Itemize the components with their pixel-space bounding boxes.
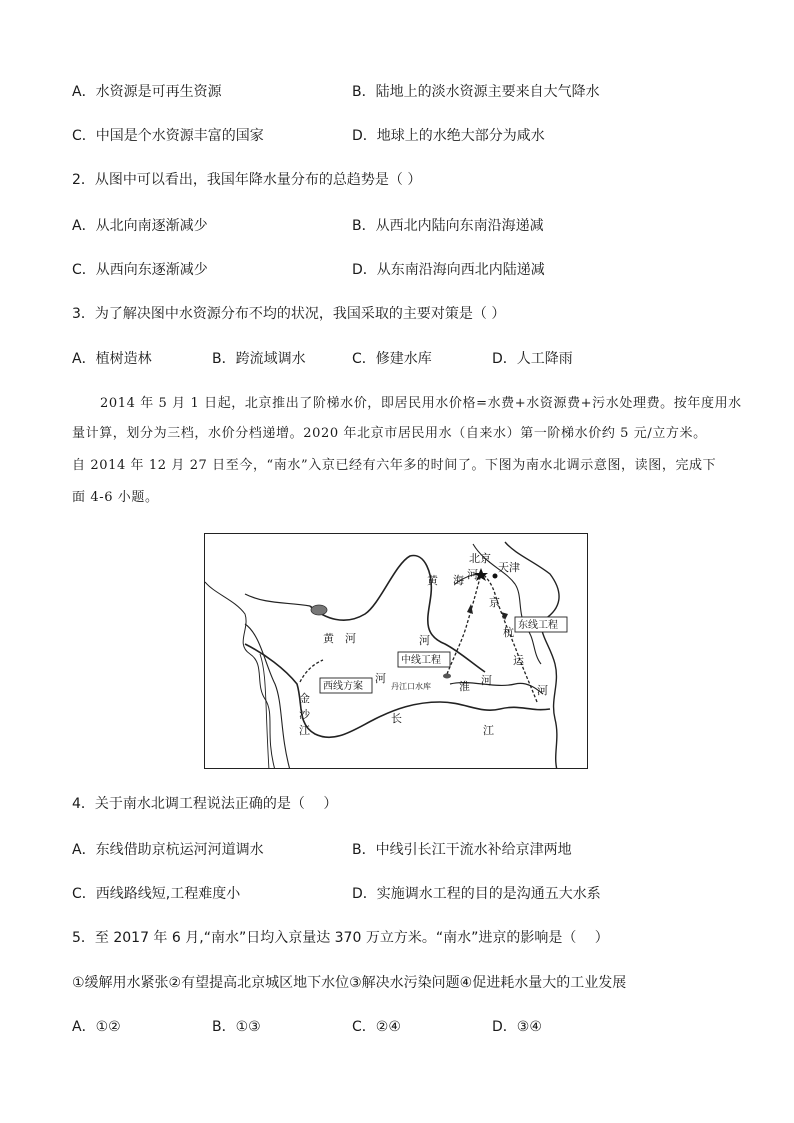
- q5-statements: ①缓解用水紧张②有望提高北京城区地下水位③解决水污染问题④促进耗水量大的工业发展: [72, 975, 627, 991]
- label-jiang: 江: [483, 724, 494, 737]
- label-hai-he: 河: [467, 568, 478, 581]
- q2-option-c: C．从西向东逐渐减少: [72, 262, 208, 278]
- label-west-line: 西线方案: [323, 681, 363, 692]
- q3-option-d: D．人工降雨: [492, 351, 573, 367]
- q2-option-a: A．从北向南逐渐减少: [72, 218, 208, 234]
- q5-stem: 5．至 2017 年 6 月,“南水”日均入京量达 370 万立方米。“南水”进京的影响是（ ）: [72, 930, 609, 946]
- label-tianjin: 天津: [498, 561, 520, 574]
- q1-option-b: B．陆地上的淡水资源主要来自大气降水: [352, 84, 600, 100]
- q3-option-c: C．修建水库: [352, 351, 432, 367]
- q2-option-b: B．从西北内陆向东南沿海递减: [352, 218, 544, 234]
- label-hai: 海: [453, 574, 464, 587]
- south-north-water-diversion-map: [204, 533, 588, 769]
- q4-option-b: B．中线引长江干流水补给京津两地: [352, 842, 572, 858]
- label-chang: 长: [391, 712, 402, 725]
- passage-line-3: 自 2014 年 12 月 27 日至今，“南水”入京已经有六年多的时间了。下图为南水北调示意图，读图，完成下: [72, 458, 717, 473]
- q4-option-d: D．实施调水工程的目的是沟通五大水系: [352, 886, 601, 902]
- yellow-river: [310, 556, 485, 672]
- label-he-middle: 河: [375, 672, 386, 685]
- q2-option-d: D．从东南沿海向西北内陆递减: [352, 262, 545, 278]
- passage-line-1: 2014 年 5 月 1 日起，北京推出了阶梯水价，即居民用水价格=水费+水资源费+污水处理费。按年度用水: [100, 396, 742, 411]
- q5-option-c: C．②④: [352, 1019, 401, 1035]
- label-east-line: 东线工程: [518, 620, 558, 631]
- label-he-canal: 河: [537, 684, 548, 697]
- label-sha: 沙: [299, 708, 310, 721]
- q3-option-a: A．植树造林: [72, 351, 152, 367]
- label-yun: 运: [513, 654, 524, 667]
- west-line-route: [300, 660, 323, 682]
- danjiangkou-reservoir-mark: [443, 674, 451, 679]
- q5-option-b: B．①③: [212, 1019, 261, 1035]
- label-hang: 杭: [503, 626, 514, 639]
- tributary-west: [260, 654, 269, 769]
- label-jiang-jinsha: 江: [299, 724, 310, 737]
- q2-stem: 2．从图中可以看出，我国年降水量分布的总趋势是（ ）: [72, 172, 422, 188]
- q5-option-d: D．③④: [492, 1019, 542, 1035]
- q1-option-d: D．地球上的水绝大部分为咸水: [352, 128, 545, 144]
- label-beijing: 北京: [469, 552, 491, 565]
- q4-option-c: C．西线路线短,工程难度小: [72, 886, 241, 902]
- qinghai-lake: [311, 605, 327, 615]
- label-middle-line: 中线工程: [401, 655, 441, 666]
- label-huai: 淮: [459, 680, 470, 693]
- label-he-2: 河: [345, 632, 356, 645]
- q1-option-a: A．水资源是可再生资源: [72, 84, 222, 100]
- q1-option-c: C．中国是个水资源丰富的国家: [72, 128, 264, 144]
- yellow-river-upper: [245, 594, 310, 606]
- q4-stem: 4．关于南水北调工程说法正确的是（ ）: [72, 796, 338, 812]
- middle-line-route: [447, 574, 481, 674]
- label-he-yellow: 河: [419, 634, 430, 647]
- tianjin-dot: [493, 574, 498, 579]
- q4-option-a: A．东线借助京杭运河河道调水: [72, 842, 264, 858]
- label-reservoir: 丹江口水库: [391, 682, 431, 691]
- passage-line-2: 量计算，划分为三档，水价分档递增。2020 年北京市居民用水（自来水）第一阶梯水价约 5 元/立方米。: [72, 426, 707, 441]
- q5-option-a: A．①②: [72, 1019, 121, 1035]
- label-jing: 京: [489, 596, 500, 609]
- passage-line-4: 面 4-6 小题。: [72, 490, 159, 505]
- label-huai-he: 河: [481, 674, 492, 687]
- label-huang-2: 黄: [323, 632, 334, 645]
- label-jin: 金: [299, 692, 310, 705]
- q3-stem: 3．为了解决图中水资源分布不均的状况，我国采取的主要对策是（ ）: [72, 306, 506, 322]
- q3-option-b: B．跨流域调水: [212, 351, 306, 367]
- label-huang-1: 黄: [427, 574, 438, 587]
